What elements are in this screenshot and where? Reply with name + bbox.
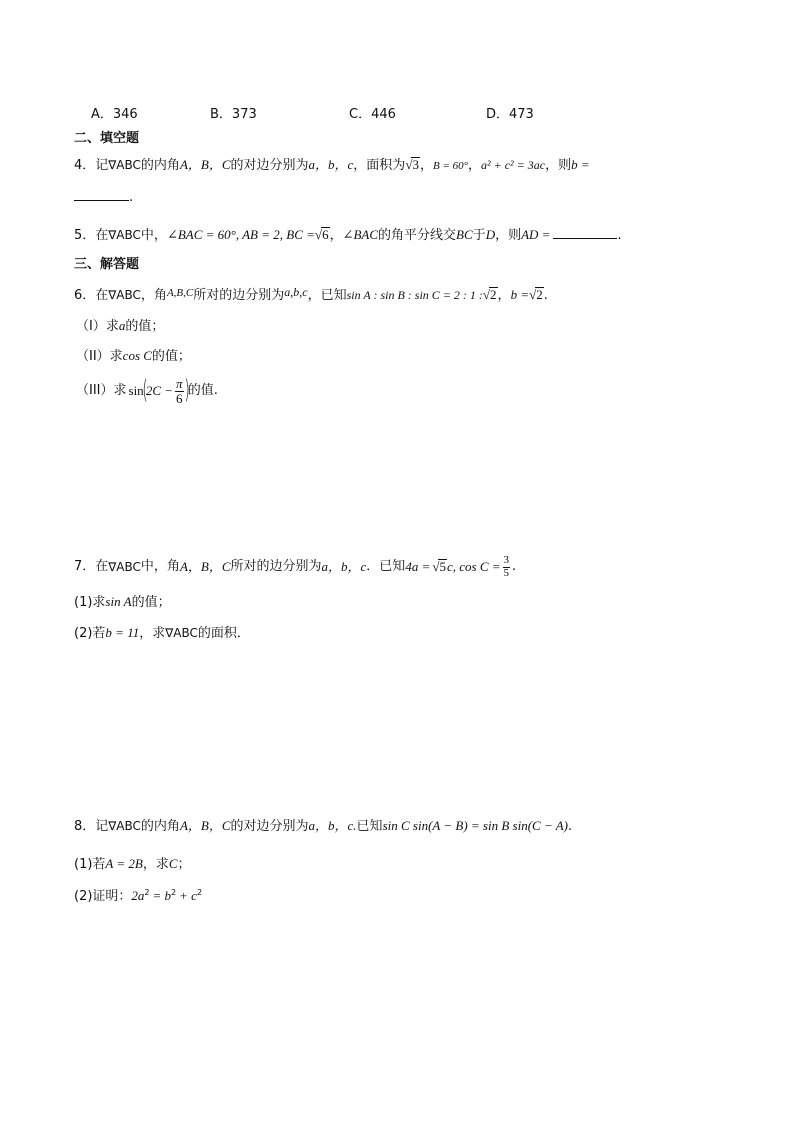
q8-sides: a，b，c. bbox=[308, 818, 357, 833]
q6-sub2-pre: （II）求 bbox=[76, 349, 123, 364]
q8-triangle: ∇ABC bbox=[108, 819, 141, 833]
q4-angles: A，B，C bbox=[179, 157, 231, 172]
q6-sub1-post: 的值； bbox=[125, 319, 165, 334]
q6-sub1-var: a bbox=[118, 318, 126, 333]
q7-sub1-expr: sin A bbox=[105, 594, 132, 609]
q5-answer-blank[interactable] bbox=[553, 228, 617, 239]
q5-num: 5．在 bbox=[74, 228, 109, 243]
q7-sub1-post: 的值； bbox=[131, 595, 171, 610]
q5-cond: ∠BAC = 60°, AB = 2, BC = bbox=[166, 227, 315, 242]
q8-sup-3: 2 bbox=[196, 888, 203, 897]
q4-sides: a，b，c bbox=[308, 157, 354, 172]
q7-sub1 bbox=[74, 594, 171, 611]
q7-sqrt5: 5 bbox=[439, 559, 446, 575]
q6-text-4: ， bbox=[497, 288, 511, 303]
q6-sub3-fn: sin bbox=[128, 383, 144, 399]
q7-sub1-pre: (1)求 bbox=[74, 595, 106, 610]
option-a: A．346 bbox=[91, 107, 138, 122]
q6-sub1 bbox=[76, 318, 164, 335]
q4-num: 4．记 bbox=[74, 158, 109, 173]
q6-sub1-pre: （I）求 bbox=[76, 319, 119, 334]
q4-answer-line bbox=[74, 190, 133, 206]
q7-fraction bbox=[503, 555, 511, 579]
q8-angles: A，B，C bbox=[179, 818, 231, 833]
q6-sub3: （III）求 sin ( 2C − $\frac{\pi}{6}$ ) 的值. bbox=[76, 375, 218, 406]
option-c: C．446 bbox=[349, 107, 396, 122]
q7-text-3: ．已知 bbox=[366, 559, 406, 575]
q7-text-1: 中，角 bbox=[140, 559, 180, 575]
q4-triangle: ∇ABC bbox=[108, 158, 141, 172]
q4-end: . bbox=[129, 190, 134, 205]
q7-sub2-expr: b = 11 bbox=[105, 625, 140, 640]
q6-sub3-den: 6 bbox=[176, 390, 183, 406]
q6-sub3-inner: 2C − bbox=[145, 383, 174, 399]
q4-text-5: ， bbox=[468, 158, 482, 173]
q8-sup-1: 2 bbox=[144, 888, 150, 897]
q4-text-2: 的对边分别为 bbox=[230, 158, 309, 173]
q8-text-1: 的内角 bbox=[140, 819, 180, 834]
q4-cond2: a² + c² = 3ac bbox=[481, 158, 546, 172]
question-6: 6．在∇ABC，角$^{A,B,C}$所对的边分别为a,b,c，已知sin A : sin B : sin C = 2 : 1 :√2，b =√2. bbox=[74, 285, 548, 303]
q4-sqrt3: 3 bbox=[412, 157, 419, 172]
q7-frac-den: 5 bbox=[503, 566, 510, 579]
q6-ratio: sin A : sin B : sin C = 2 : 1 : bbox=[346, 288, 483, 302]
q6-sqrt2-b: 2 bbox=[536, 287, 543, 302]
q6-vars: A,B,C bbox=[166, 287, 194, 299]
q4-text-3: ，面积为 bbox=[353, 158, 406, 173]
q7-sides: a，b，c bbox=[321, 559, 367, 575]
q7-sub2-mid: ，求 bbox=[139, 626, 166, 641]
q5-bc: BC bbox=[456, 227, 473, 242]
question-4: 4．记∇ABC的内角A，B，C的对边分别为a，b，c，面积为√3，B = 60°，a² + c² = 3ac，则b = bbox=[74, 157, 590, 173]
q8-text-3: 已知 bbox=[356, 819, 383, 834]
section-solve-heading: 三、解答题 bbox=[74, 257, 140, 272]
q7-frac-num: 3 bbox=[503, 553, 510, 566]
q7-triangle: ∇ABC bbox=[108, 559, 141, 574]
q5-end: . bbox=[617, 228, 622, 243]
q4-text-6: ，则 bbox=[545, 158, 572, 173]
q5-sqrt6: 6 bbox=[322, 227, 329, 242]
q8-sub1-post: ； bbox=[177, 857, 191, 872]
q4-text-1: 的内角 bbox=[140, 158, 180, 173]
q6-sqrt2-a: 2 bbox=[490, 287, 497, 302]
q7-cond-mid: c, cos C = bbox=[446, 559, 501, 575]
q6-sub3-fraction bbox=[175, 377, 184, 405]
q7-text-2: 所对的边分别为 bbox=[230, 559, 322, 575]
q7-angles: A，B，C bbox=[179, 559, 231, 575]
q6-sides: a,b,c bbox=[284, 285, 308, 299]
q6-sub3-num: π bbox=[176, 375, 183, 391]
option-d: D．473 bbox=[486, 107, 534, 122]
question-8 bbox=[74, 818, 572, 835]
q5-angle: ∠BAC bbox=[342, 227, 379, 242]
question-7: 7．在 ∇ABC 中，角 A，B，C 所对的边分别为 a，b，c ．已知 4a = √ 5 c, cos C = $\frac{3}{5}$ . bbox=[74, 553, 517, 579]
q5-text-5: ，则 bbox=[495, 228, 522, 243]
q6-sub2 bbox=[76, 348, 191, 365]
q8-sub2-pre: (2)证明： bbox=[74, 889, 132, 904]
q4-cond1: B = 60° bbox=[432, 160, 469, 172]
q5-d: D bbox=[485, 227, 496, 242]
q5-text-2: ， bbox=[329, 228, 343, 243]
q6-text-2: 所对的边分别为 bbox=[193, 288, 285, 303]
q8-sub2-a: 2a bbox=[131, 888, 145, 903]
q6-triangle: ∇ABC bbox=[108, 288, 141, 302]
question-5: 5．在∇ABC中，∠BAC = 60°, AB = 2, BC =√6，∠BAC的角平分线交BC于D，则AD = . bbox=[74, 227, 622, 243]
q4-answer-var: b = bbox=[571, 157, 590, 172]
q8-sup-2: 2 bbox=[171, 888, 177, 897]
q8-num: 8．记 bbox=[74, 819, 109, 834]
q7-triangle-2: ∇ABC bbox=[165, 626, 198, 640]
q8-sub2-c: + c bbox=[179, 888, 197, 903]
q6-num: 6．在 bbox=[74, 288, 109, 303]
q8-sub2-b: = b bbox=[152, 888, 172, 903]
q8-sub1 bbox=[74, 856, 191, 873]
q5-text-3: 的角平分线交 bbox=[378, 228, 457, 243]
q7-cond-pre: 4a = bbox=[405, 559, 431, 575]
q6-sub2-post: 的值； bbox=[151, 349, 191, 364]
q7-sub2-post: 的面积． bbox=[197, 626, 250, 641]
q7-sub2 bbox=[74, 625, 250, 642]
q4-answer-blank[interactable] bbox=[74, 190, 129, 201]
q7-num: 7．在 bbox=[74, 559, 109, 575]
q6-text-5: . bbox=[543, 288, 548, 303]
q7-sub2-pre: (2)若 bbox=[74, 626, 106, 641]
section-fill-heading: 二、填空题 bbox=[74, 131, 140, 146]
q6-sub3-pre: （III）求 bbox=[76, 383, 127, 399]
q8-sub1-pre: (1)若 bbox=[74, 857, 106, 872]
q6-sub3-post: 的值. bbox=[187, 383, 218, 399]
q5-text-4: 于 bbox=[472, 228, 486, 243]
q6-bval: b = bbox=[510, 287, 530, 302]
q8-sub1-var: C bbox=[168, 856, 178, 871]
q8-text-4: . bbox=[568, 819, 573, 834]
q8-sub2 bbox=[74, 888, 202, 905]
q6-sub2-expr: cos C bbox=[122, 348, 152, 363]
q8-text-2: 的对边分别为 bbox=[230, 819, 309, 834]
q5-ad: AD = bbox=[521, 227, 551, 242]
q7-text-4: . bbox=[512, 559, 517, 575]
q8-sub1-expr: A = 2B bbox=[105, 856, 143, 871]
q4-text-4: ， bbox=[419, 158, 433, 173]
q8-sub1-mid: ，求 bbox=[142, 857, 169, 872]
q6-text-1: ，角 bbox=[140, 288, 167, 303]
option-b: B．373 bbox=[210, 107, 257, 122]
q6-text-3: ，已知 bbox=[307, 288, 347, 303]
q5-text-1: 中， bbox=[140, 228, 167, 243]
q8-cond: sin C sin(A − B) = sin B sin(C − A) bbox=[382, 818, 569, 833]
q5-triangle: ∇ABC bbox=[108, 228, 141, 242]
